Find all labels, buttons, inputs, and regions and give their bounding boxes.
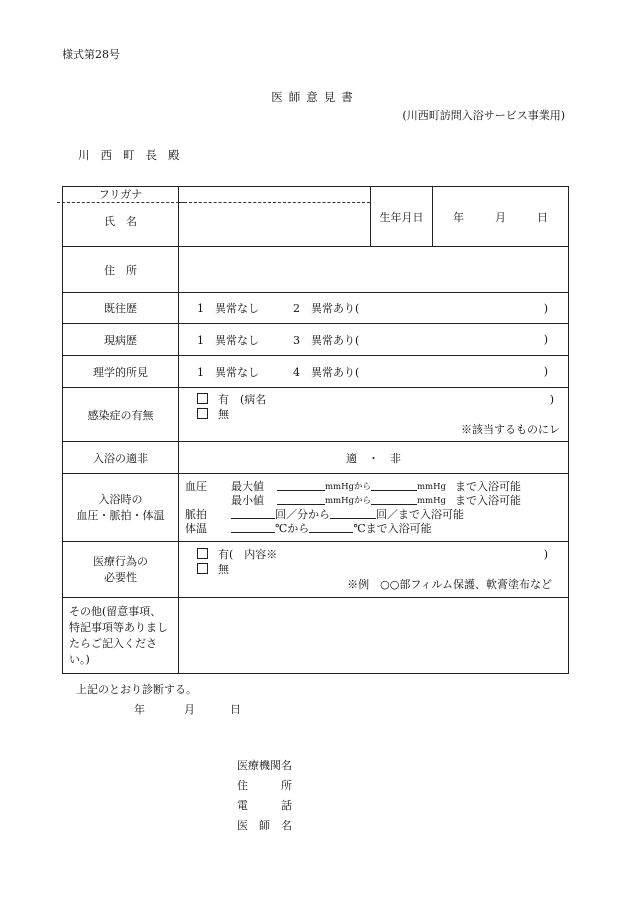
bp-max-to-unit: mmHg	[416, 481, 446, 492]
vitals-label	[63, 474, 179, 542]
vitals-fields[interactable]	[179, 474, 569, 542]
other-row	[63, 598, 569, 674]
present-illness-row	[63, 324, 569, 356]
infection-yes-label: 有 (病名	[218, 393, 267, 406]
furigana-label: フリガナ	[57, 187, 184, 203]
physical-findings-row	[63, 356, 569, 388]
bp-min-from-unit: mmHgから	[325, 495, 371, 506]
doctor-name-label: 医 師 名	[237, 819, 292, 832]
diagnosis-month: 月	[184, 703, 195, 716]
physical-findings-close: )	[543, 365, 548, 378]
infection-note: ※該当するものにレ	[461, 423, 560, 436]
bp-label: 血圧	[185, 479, 207, 493]
bp-max-label: 最大値	[231, 479, 264, 493]
pulse-from-unit: 回／分から	[275, 507, 330, 521]
bathing-label: 入浴の適非	[63, 442, 179, 474]
present-illness-abnormal[interactable]: 3 異常あり(	[293, 333, 360, 347]
address-input[interactable]	[179, 247, 569, 293]
pulse-to-unit: 回／まで入浴可能	[376, 507, 464, 521]
footer-address-label: 住 所	[237, 779, 292, 792]
infection-yes-checkbox[interactable]	[197, 393, 208, 404]
medical-act-label-line2: 必要性	[104, 570, 137, 584]
diagnosis-day: 日	[230, 703, 241, 716]
addressee: 川西町長殿	[78, 148, 191, 162]
birthdate-field[interactable]	[433, 187, 569, 247]
past-history-options[interactable]	[179, 293, 569, 324]
other-label: その他(留意事項、特記事項等ありましたらご記入ください。)	[63, 598, 179, 674]
medical-act-yes-label: 有( 内容※	[218, 548, 278, 561]
infection-label: 感染症の有無	[63, 388, 179, 442]
diagnosis-year: 年	[134, 703, 145, 716]
physical-findings-normal[interactable]: 1 異常なし	[197, 365, 259, 379]
pulse-from-blank[interactable]	[231, 508, 275, 519]
medical-act-yes-checkbox[interactable]	[197, 548, 208, 559]
past-history-row	[63, 293, 569, 324]
phone-label: 電 話	[237, 799, 292, 812]
bp-min-to-unit: mmHg	[416, 495, 446, 506]
bp-max-bath-ok: まで入浴可能	[454, 479, 521, 493]
pulse-label: 脈拍	[185, 507, 207, 521]
birthdate-day: 日	[537, 210, 548, 224]
name-input-cell[interactable]	[179, 187, 371, 247]
medical-act-no-checkbox[interactable]	[197, 563, 208, 574]
diagnosis-statement: 上記のとおり診断する。	[76, 683, 197, 696]
opinion-form-table	[62, 186, 569, 674]
bathing-value[interactable]: 適 ・ 非	[179, 442, 569, 474]
infection-options[interactable]	[179, 388, 569, 442]
bp-max-to-blank[interactable]	[371, 480, 417, 491]
bp-min-from-blank[interactable]	[277, 494, 325, 505]
bp-max-from-blank[interactable]	[277, 480, 325, 491]
bp-min-label: 最小値	[231, 493, 264, 507]
document-title: 医師意見書	[271, 90, 359, 104]
infection-close: )	[549, 393, 554, 406]
medical-act-close: )	[543, 548, 548, 561]
medical-act-example: ※例 ○○部フィルム保護、軟膏塗布など	[347, 578, 552, 591]
birthdate-month: 月	[495, 210, 506, 224]
past-history-normal[interactable]: 1 異常なし	[197, 302, 259, 315]
bp-min-to-blank[interactable]	[371, 494, 417, 505]
infection-no-label: 無	[218, 408, 229, 421]
other-input[interactable]	[179, 598, 569, 674]
present-illness-normal[interactable]: 1 異常なし	[197, 333, 259, 347]
medical-act-row	[63, 542, 569, 598]
document-subtitle: (川西町訪問入浴サービス事業用)	[402, 109, 565, 122]
address-label: 住 所	[63, 247, 179, 293]
medical-act-no-label: 無	[218, 563, 229, 576]
vitals-label-line2: 血圧・脈拍・体温	[76, 508, 165, 522]
medical-act-label-line1: 医療行為の	[93, 554, 148, 568]
physical-findings-abnormal[interactable]: 4 異常あり(	[293, 365, 360, 379]
birthdate-label: 生年月日	[371, 187, 433, 247]
medical-act-options[interactable]	[179, 542, 569, 598]
past-history-label: 既往歴	[63, 293, 179, 324]
infection-no-checkbox[interactable]	[197, 408, 208, 419]
infection-row	[63, 388, 569, 442]
address-row	[63, 247, 569, 293]
medical-act-label	[63, 542, 179, 598]
form-number: 様式第28号	[62, 48, 120, 61]
name-row	[63, 187, 569, 247]
pulse-to-blank[interactable]	[330, 508, 376, 519]
bp-min-bath-ok: まで入浴可能	[454, 493, 521, 507]
vitals-row	[63, 474, 569, 542]
temp-from-blank[interactable]	[231, 522, 275, 533]
diagnosis-date	[134, 701, 241, 717]
present-illness-label: 現病歴	[63, 324, 179, 356]
furigana-input[interactable]	[179, 187, 370, 203]
present-illness-close: )	[543, 333, 548, 346]
name-label: 氏 名	[104, 215, 137, 228]
bp-max-from-unit: mmHgから	[325, 481, 371, 492]
past-history-close: )	[543, 301, 548, 315]
present-illness-options[interactable]	[179, 324, 569, 356]
vitals-label-line1: 入浴時の	[98, 492, 143, 506]
temp-to-unit: ℃まで入浴可能	[353, 521, 432, 535]
physical-findings-options[interactable]	[179, 356, 569, 388]
temp-label: 体温	[185, 521, 207, 535]
temp-to-blank[interactable]	[309, 522, 353, 533]
physical-findings-label: 理学的所見	[63, 356, 179, 388]
bathing-row	[63, 442, 569, 474]
name-label-cell	[63, 187, 179, 247]
birthdate-year: 年	[453, 210, 464, 224]
institution-label: 医療機関名	[237, 759, 292, 772]
past-history-abnormal[interactable]: 2 異常あり(	[293, 302, 360, 315]
temp-from-unit: ℃から	[275, 521, 310, 535]
